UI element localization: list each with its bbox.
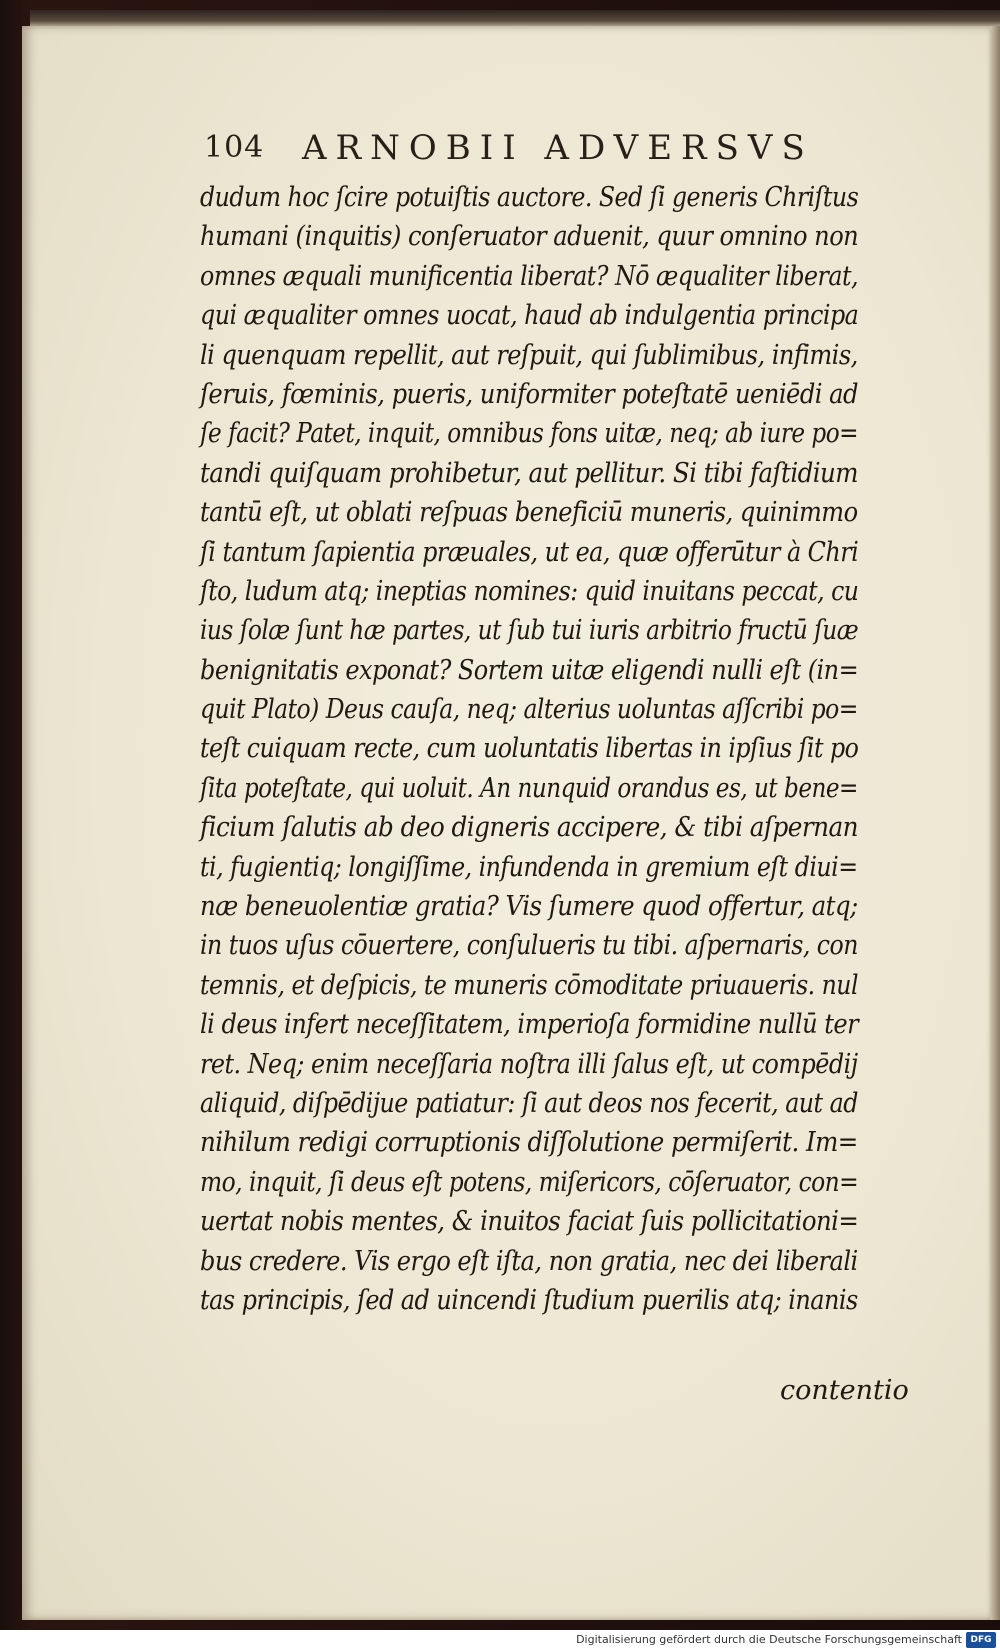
text-line: ret. Neq; enim neceſſaria noſtra illi ſalus eſt, ut compēdij <box>200 1048 858 1080</box>
text-line: qui æqualiter omnes uocat, haud ab indulgentia principa <box>200 300 859 332</box>
text-line: ſita poteſtate, qui uoluit. An nunquid orandus es, ut bene= <box>200 772 858 804</box>
text-line: in tuos uſus cōuertere, conſulueris tu tibi. aſpernaris, con <box>200 930 858 962</box>
text-line: quit Plato) Deus cauſa, neq; alterius uoluntas aſſcribi po= <box>200 694 858 726</box>
text-line: tas principis, ſed ad uincendi ſtudium puerilis atq; inanis <box>200 1284 858 1316</box>
text-line: tandi quiſquam prohibetur, aut pellitur. Si tibi faſtidium <box>200 457 858 489</box>
text-line: uertat nobis mentes, & inuitos faciat ſuis pollicitationi= <box>200 1206 859 1238</box>
catchword: contentio <box>780 1375 909 1406</box>
dfg-logo: DFG <box>966 1632 996 1648</box>
text-line: ſeruis, fœminis, pueris, uniformiter poteſtatē ueniēdi ad <box>200 378 859 410</box>
text-line: humani (inquitis) conſeruator aduenit, quur omnino non <box>200 221 859 253</box>
text-line: dudum hoc ſcire potuiſtis auctore. Sed ſi generis Chriſtus <box>200 182 859 213</box>
text-line: aliquid, diſpēdijue patiatur: ſi aut deos nos fecerit, aut ad <box>200 1087 858 1119</box>
page-header <box>204 128 854 178</box>
text-line: ſto, ludum atq; ineptias nomines: quid inuitans peccat, cu <box>200 575 859 607</box>
text-line: li deus infert neceſſitatem, imperioſa formidine nullū ter <box>200 1009 859 1041</box>
text-line: mo, inquit, ſi deus eſt potens, miſericors, cōſeruator, con= <box>200 1166 859 1198</box>
page-right-edge <box>990 26 1000 1620</box>
text-line: bus credere. Vis ergo eſt iſta, non gratia, nec dei liberali <box>200 1245 858 1277</box>
text-line: nihilum redigi corruptionis diſſolutione permiſerit. Im= <box>200 1127 858 1159</box>
text-line: ſe facit? Patet, inquit, omnibus fons uitæ, neq; ab iure po= <box>200 418 858 450</box>
text-line: li quenquam repellit, aut reſpuit, qui ſublimibus, infimis, <box>200 339 858 371</box>
text-line: teſt cuiquam recte, cum uoluntatis libertas in ipſius ſit po <box>200 733 859 765</box>
text-line: ficium ſalutis ab deo digneris accipere, & tibi aſpernan <box>200 812 859 844</box>
footer-bar <box>0 1630 1000 1652</box>
text-line: omnes æquali munificentia liberat? Nō æqualiter liberat, <box>200 260 858 292</box>
text-line: ſi tantum ſapientia præuales, ut ea, quæ offerūtur à Chri <box>200 536 859 568</box>
text-line: tantū eſt, ut oblati reſpuas beneficiū muneris, quinimmo <box>200 497 858 529</box>
text-line: temnis, et deſpicis, te muneris cōmoditate priuaueris. nul <box>200 969 858 1001</box>
text-line: benignitatis exponat? Sortem uitæ eligendi nulli eſt (in= <box>200 654 859 686</box>
funding-credit: Digitalisierung gefördert durch die Deutsche Forschungsgemeinschaft <box>576 1633 962 1646</box>
running-title: ARNOBII ADVERSVS <box>302 128 814 168</box>
page-number: 104 <box>204 130 265 165</box>
text-line: ius ſolæ ſunt hæ partes, ut ſub tui iuris arbitrio fructū ſuæ <box>200 615 859 647</box>
text-line: næ beneuolentiæ gratia? Vis ſumere quod offertur, atq; <box>200 891 858 923</box>
body-text <box>200 178 860 1320</box>
text-line: ti, fugientiq; longiſſime, infundenda in gremium eſt diui= <box>200 851 858 883</box>
